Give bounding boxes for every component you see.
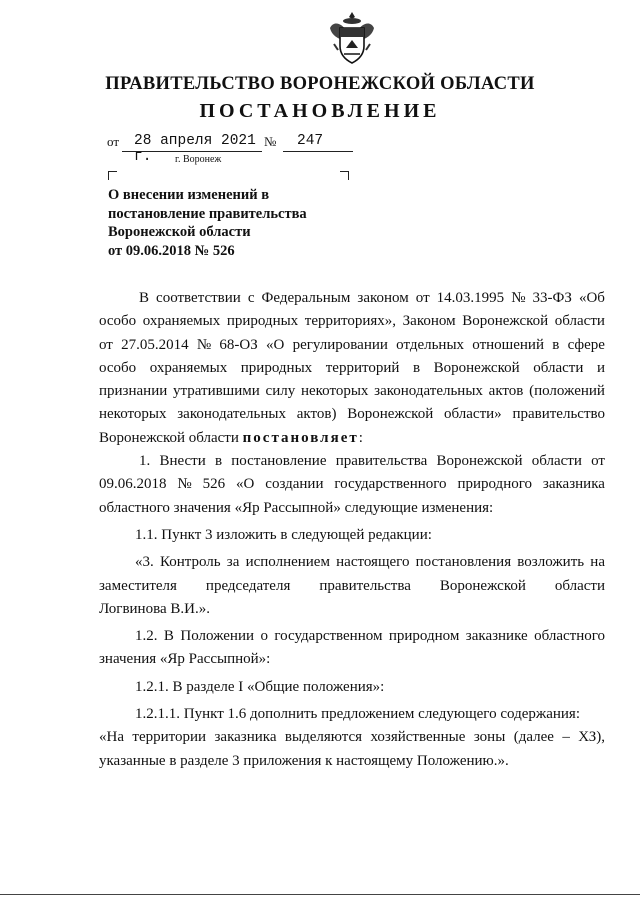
word: и bbox=[596, 359, 605, 376]
text-line bbox=[99, 357, 605, 380]
word: Законом bbox=[402, 313, 456, 330]
word: законодательных bbox=[177, 406, 286, 423]
city-label: г. Воронеж bbox=[175, 154, 222, 165]
word: силу bbox=[265, 383, 296, 400]
word: на bbox=[590, 554, 605, 571]
word: 27.05.2014 bbox=[121, 336, 189, 353]
word: законом bbox=[357, 290, 409, 306]
word: «3. bbox=[135, 554, 154, 571]
word: (положений bbox=[529, 383, 605, 400]
word: области» bbox=[444, 406, 502, 423]
word: правительство bbox=[512, 406, 605, 423]
word: № bbox=[511, 290, 526, 306]
number-prefix: № bbox=[264, 134, 277, 149]
word: хозяйственные bbox=[370, 729, 466, 746]
word: области bbox=[554, 577, 605, 594]
word: от bbox=[415, 290, 430, 306]
text-fragment: областного значения «Яр Рассыпной» следующие изменения: bbox=[99, 499, 494, 516]
word: – bbox=[562, 729, 570, 746]
date-underline bbox=[122, 151, 262, 152]
word: в bbox=[552, 336, 560, 353]
text-fragment: указанные в разделе 3 приложения к настоящему Положению.». bbox=[99, 752, 509, 769]
document-subject bbox=[108, 186, 368, 260]
text-line bbox=[99, 750, 605, 773]
coat-of-arms-icon bbox=[326, 10, 378, 68]
word: законодательных bbox=[374, 383, 483, 400]
word: признании bbox=[99, 383, 168, 400]
word: государственном bbox=[274, 628, 383, 645]
word: регулировании bbox=[292, 336, 388, 353]
document-date: 28 апреля 2021 г. bbox=[134, 133, 256, 165]
word: В bbox=[139, 290, 150, 306]
text-fragment: значения «Яр Рассыпной»: bbox=[99, 651, 271, 668]
word: Воронежской bbox=[436, 453, 523, 470]
text-line bbox=[99, 703, 605, 726]
text-line bbox=[99, 287, 605, 310]
text-line bbox=[99, 551, 605, 574]
text-line bbox=[99, 473, 605, 496]
word: правительства bbox=[335, 453, 428, 470]
text-line bbox=[99, 380, 605, 403]
word: 14.03.1995 bbox=[436, 290, 505, 306]
word: заказника bbox=[214, 729, 277, 746]
word: № bbox=[177, 476, 192, 493]
decision-word: постановляет bbox=[242, 429, 359, 446]
word: в bbox=[214, 453, 223, 470]
word: области bbox=[554, 313, 605, 330]
word: особо bbox=[99, 313, 137, 330]
document-number: 247 bbox=[297, 133, 324, 149]
word: отдельных bbox=[396, 336, 465, 353]
word: природном bbox=[388, 628, 460, 645]
word: постановление bbox=[231, 453, 327, 470]
subject-line: от 09.06.2018 № 526 bbox=[108, 242, 235, 259]
word: «Об bbox=[578, 290, 605, 306]
word: области bbox=[533, 359, 584, 376]
word: 09.06.2018 bbox=[99, 476, 167, 493]
text-fragment: Логвинова В.И.». bbox=[99, 600, 210, 617]
word: Федеральным bbox=[261, 290, 351, 306]
word: 1.2. bbox=[135, 628, 158, 645]
text-line bbox=[99, 403, 605, 426]
word: о bbox=[260, 628, 268, 645]
text-line bbox=[99, 334, 605, 357]
word: в bbox=[412, 359, 421, 376]
word: 68-ОЗ bbox=[219, 336, 258, 353]
word: территорий bbox=[325, 359, 400, 376]
subject-bracket-left bbox=[108, 171, 117, 180]
word: 33-ФЗ bbox=[532, 290, 572, 306]
word: утратившими bbox=[173, 383, 260, 400]
subject-line: О внесении изменений в bbox=[108, 187, 270, 203]
word: области bbox=[531, 453, 582, 470]
word: В bbox=[163, 628, 174, 645]
word: от bbox=[99, 336, 113, 353]
word: за bbox=[226, 554, 240, 571]
word: Положении bbox=[180, 628, 255, 645]
word: заказника bbox=[542, 476, 605, 493]
word: заказнике bbox=[465, 628, 528, 645]
date-prefix: от bbox=[107, 134, 120, 149]
word: охраняемых bbox=[149, 359, 228, 376]
word: № bbox=[196, 336, 212, 353]
text-line bbox=[99, 676, 605, 699]
word: от bbox=[591, 453, 605, 470]
text-line bbox=[99, 598, 605, 621]
word: выделяются bbox=[284, 729, 363, 746]
text-line bbox=[99, 427, 605, 450]
word: настоящего bbox=[336, 554, 410, 571]
subject-bracket-right bbox=[340, 171, 349, 180]
text-fragment: 1.1. Пункт 3 изложить в следующей редакции: bbox=[135, 526, 432, 543]
word: областного bbox=[534, 628, 605, 645]
text-line bbox=[99, 497, 605, 520]
word: Воронежской bbox=[439, 577, 526, 594]
word: Воронежской bbox=[462, 313, 549, 330]
document-body bbox=[99, 287, 605, 773]
text-fragment: 1.2.1.1. Пункт 1.6 дополнить предложением следующего содержания: bbox=[135, 706, 580, 723]
word: председателя bbox=[205, 577, 291, 594]
word: некоторых bbox=[300, 383, 369, 400]
word: возложить bbox=[517, 554, 585, 571]
word: актов) bbox=[296, 406, 337, 423]
text-line bbox=[99, 575, 605, 598]
word: «На bbox=[99, 729, 124, 746]
word: государственного bbox=[334, 476, 447, 493]
word: Контроль bbox=[159, 554, 221, 571]
word: 526 bbox=[202, 476, 226, 493]
word: особо bbox=[99, 359, 137, 376]
word: исполнением bbox=[245, 554, 330, 571]
word: Воронежской bbox=[347, 406, 434, 423]
word: природных bbox=[226, 313, 299, 330]
word: создании bbox=[265, 476, 324, 493]
subject-line: постановление правительства bbox=[108, 205, 307, 222]
word: постановления bbox=[415, 554, 512, 571]
word: территории bbox=[132, 729, 207, 746]
word: 1. bbox=[139, 453, 151, 470]
text-fragment: : bbox=[358, 429, 363, 446]
number-underline bbox=[283, 151, 353, 152]
text-fragment: 1.2.1. В разделе I «Общие положения»: bbox=[135, 678, 385, 695]
text-line bbox=[99, 450, 605, 473]
word: актов bbox=[488, 383, 524, 400]
word: ХЗ), bbox=[578, 729, 605, 746]
subject-line: Воронежской области bbox=[108, 224, 251, 240]
word: территориях», bbox=[304, 313, 397, 330]
word: Воронежской bbox=[433, 359, 520, 376]
word: (далее bbox=[513, 729, 554, 746]
text-line bbox=[99, 648, 605, 671]
word: Внести bbox=[159, 453, 206, 470]
word: «О bbox=[266, 336, 285, 353]
organization-title: ПРАВИТЕЛЬСТВО ВОРОНЕЖСКОЙ ОБЛАСТИ bbox=[105, 74, 535, 94]
word: некоторых bbox=[99, 406, 167, 423]
word: охраняемых bbox=[142, 313, 221, 330]
word: отношений bbox=[472, 336, 544, 353]
word: сфере bbox=[567, 336, 605, 353]
text-line bbox=[99, 625, 605, 648]
word: природного bbox=[457, 476, 532, 493]
word: правительства bbox=[319, 577, 411, 594]
page-bottom-rule bbox=[0, 894, 640, 895]
word: зоны bbox=[473, 729, 506, 746]
word: природных bbox=[240, 359, 313, 376]
word: соответствии bbox=[156, 290, 241, 306]
text-line bbox=[99, 726, 605, 749]
document-type: ПОСТАНОВЛЕНИЕ bbox=[199, 100, 441, 122]
text-line bbox=[99, 310, 605, 333]
text-fragment: Воронежской области bbox=[99, 429, 243, 446]
word: с bbox=[247, 290, 255, 306]
text-line bbox=[99, 524, 605, 547]
word: заместителя bbox=[99, 577, 177, 594]
word: «О bbox=[236, 476, 255, 493]
